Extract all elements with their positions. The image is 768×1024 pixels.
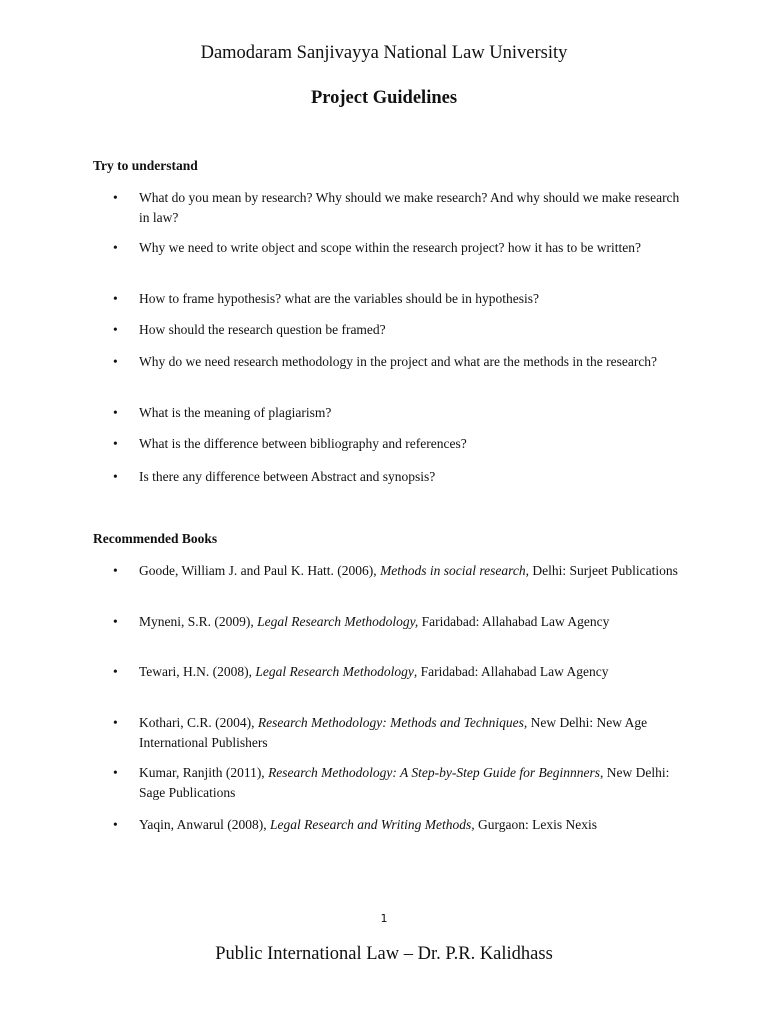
list-item-text: What is the meaning of plagiarism? [139, 405, 332, 420]
book-title: Legal Research Methodology, [257, 614, 419, 629]
book-citation: Kothari, C.R. (2004), Research Methodology: Methods and Techniques, New Delhi: New Age International Publishers [139, 715, 648, 750]
bullet-icon: • [113, 469, 118, 484]
bullet-icon: • [113, 354, 118, 369]
page-number: 1 [380, 912, 388, 925]
page-title: Project Guidelines [310, 88, 458, 108]
bullet-icon: • [113, 405, 118, 420]
book-title: Research Methodology: A Step-by-Step Guide for Beginnners [268, 765, 600, 780]
section-heading-recommended-books: Recommended Books [93, 531, 218, 546]
list-item-text: What do you mean by research? Why should we make research? And why should we make research in law? [139, 190, 680, 225]
book-citation: Myneni, S.R. (2009), Legal Research Methodology, Faridabad: Allahabad Law Agency [139, 614, 610, 629]
bullet-icon: • [113, 563, 118, 578]
book-title: Research Methodology: Methods and Techniques [257, 715, 524, 730]
page-footer: Public International Law – Dr. P.R. Kalidhass [215, 944, 553, 964]
bullet-icon: • [113, 614, 118, 629]
bullet-icon: • [113, 765, 118, 780]
book-title: Methods in social research [380, 563, 526, 578]
list-item-text: Why we need to write object and scope within the research project? how it has to be written? [139, 240, 641, 255]
bullet-icon: • [113, 664, 118, 679]
book-citation: Tewari, H.N. (2008), Legal Research Methodology, Faridabad: Allahabad Law Agency [139, 664, 609, 679]
list-item-text: How to frame hypothesis? what are the variables should be in hypothesis? [139, 291, 540, 306]
book-citation: Goode, William J. and Paul K. Hatt. (2006), Methods in social research, Delhi: Surjeet Publications [139, 563, 678, 578]
book-title: Legal Research and Writing Methods, [270, 817, 475, 832]
section-heading-try-to-understand: Try to understand [93, 158, 198, 173]
bullet-icon: • [113, 715, 118, 730]
list-item-text: Why do we need research methodology in the project and what are the methods in the research? [139, 354, 658, 369]
bullet-icon: • [113, 322, 118, 337]
list-item-text: What is the difference between bibliography and references? [139, 436, 467, 451]
bullet-icon: • [113, 817, 118, 832]
bullet-icon: • [113, 436, 118, 451]
bullet-icon: • [113, 240, 118, 255]
book-title: Legal Research Methodology [255, 664, 414, 679]
list-item-text: How should the research question be framed? [139, 322, 386, 337]
book-citation: Yaqin, Anwarul (2008), Legal Research and Writing Methods, Gurgaon: Lexis Nexis [139, 817, 597, 832]
book-citation: Kumar, Ranjith (2011), Research Methodology: A Step-by-Step Guide for Beginnners, New Delhi: Sage Publications [139, 765, 670, 800]
bullet-icon: • [113, 291, 118, 306]
university-header: Damodaram Sanjivayya National Law University [200, 43, 568, 63]
list-item-text: Is there any difference between Abstract and synopsis? [139, 469, 436, 484]
bullet-icon: • [113, 190, 118, 205]
